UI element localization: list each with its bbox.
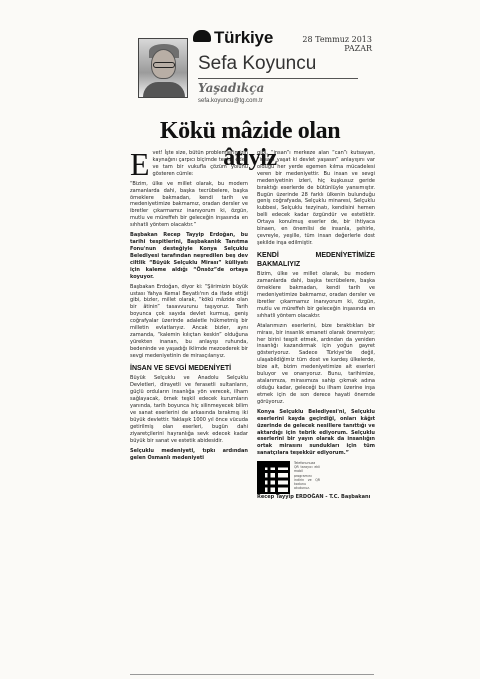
paragraph-4: Başbakan Erdoğan, diyor ki: “Şiirimizin büyük ustası Yahya Kemal Beyatlı'nın da ifade ettiği gibi, bizler, millet olarak, “kökü mâzide olan bir âtinin” tasavvurunu taşıyoruz. Tarih boyunca çok sayıda devlet kurmuş, geniş coğrafyalar üzerinde adaletle hükmetmiş bir milletin evlatlarıyız. Ancak bizler, aynı zamanda, “kalemin kılıçtan keskin” olduğuna yürekten inanan, bu anlayışı ruhunda, bedeninde ve yaşadığı iklimde mezcederek bir sevgi medeniyetinin de mirasçılarıyız. <box>130 283 248 359</box>
qr-code-icon <box>257 461 290 494</box>
logo-text: Türkiye <box>214 28 274 47</box>
shoulders-shape <box>143 82 185 98</box>
publication-date: 28 Temmuz 2013 PAZAR <box>302 35 372 53</box>
article-column-right <box>257 150 375 504</box>
glasses-shape <box>153 62 175 68</box>
qr-section <box>257 461 375 494</box>
paragraph-3: Başbakan Recep Tayyip Erdoğan, bu tarihi tespitlerini, Başbakanlık Tanıtma Fonu'nun desteğiyle Konya Selçuklu Belediyesi tarafından neşredilen beş dev ciltlik “Büyük Selçuklu Mirası” külliyatı için kaleme aldığı “Önsöz”de ortaya koyuyor. <box>130 232 248 280</box>
paragraph-8: Bizim, ülke ve millet olarak, bu modern zamanlarda dahi, başka tecrübelere, başka örneklere bakmadan, kendi tarih ve medeniyetimize bakmamız, oradan dersler ve ibretler çıkarmamız inanıyorum ki, özgün, mutlu ve müreffeh bir geleceğin inşasında en sıhhatli yöntem olacaktır. <box>257 271 375 319</box>
paragraph-1: Evet! İşte size, bütün problemlerimizin kaynağını çarpıcı biçimde teşhis eden ve tam bir vukufla çözüm yolunu gösteren cümle: <box>130 146 248 182</box>
author-name: Sefa Koyuncu <box>198 53 317 74</box>
paragraph-7: gibi, “insan”ı merkeze alan “can”ı kutsayan, “insanı yaşat ki devlet yaşasın” anlayışını var olduğu her yerde egemen kılma mücadelesi veren bir medeniyettir. Bu insan ve sevgi medeniyetinin izleri, hiç kuşkusuz geride bıraktığı eserlerde de bütünlüyle yansımıştır. Bugün üzerinde 28 farklı ülkenin bulunduğu geniş coğrafyada, Selçuklu minaresi, Selçuklu kubbesi, Selçuklu tezyinatı, kendisini hemen belli edecek kadar özgündür ve estetiktir. Ortaya konulmuş eserler de, bir ihtiyaca binaen, en önemlisi de insanla, şehirle, çevreyle, yeşille, tüm insan değerlerle dost şekilde inşa edilmiştir. <box>257 150 375 246</box>
drop-cap: E <box>130 146 150 182</box>
article-body <box>130 146 375 504</box>
author-photo <box>138 38 188 98</box>
newspaper-logo <box>193 28 273 48</box>
author-email: sefa.koyuncu@tg.com.tr <box>198 98 263 104</box>
section-heading-1: İNSAN VE SEVGİ MEDENİYETİ <box>130 364 232 372</box>
newspaper-logo-icon <box>193 30 211 42</box>
paragraph-10: Konya Selçuklu Belediyesi'ni, Selçuklu eserlerini kayda geçirdiği, onları kâğıt üzerinde de gelecek nesillere tanıttığı ve aktardığı için tebrik ediyorum. Selçuklu eserlerini bir yayın olarak da insanlığın ortak mirasını sundukları için tüm sanatçılara teşekkür ediyorum.” <box>257 408 375 457</box>
qr-note: Telefonunuza QR tarayıcı ekli mobil programını indirin ve QR kodunu okutunuz. <box>294 461 320 490</box>
section-heading-2: KENDİ MEDENİYETİMİZE BAKMALIYIZ <box>257 251 375 268</box>
bottom-rule <box>130 674 374 675</box>
paragraph-9: Atalarımızın eserlerini, bize bıraktıkları bir mirası, bir insanlık emaneti olarak önemsiyor; her birini tespit etmek, ardından da yeniden insanlığı kazandırmak için yoğun gayret gösteriyoruz. Sadece Türkiye'de değil, ulaşabildiğimiz tüm dost ve kardeş ülkelerde, bize ait, bizim medeniyetimize ait eserleri buluyor ve onarıyoruz. Bunu, tarihimize, atalarımıza, mirasımıza sahip çıkmak adına olduğu kadar, geleceği bu ilham üzerine inşa etmek için de son derece hayati önemde görüyoruz. <box>257 322 375 405</box>
paragraph-2: “Bizim, ülke ve millet olarak, bu modern zamanlarda dahi, başka tecrübelere, başka örneklere bakmadan, kendi tarih ve medeniyetimize bakmamız, oradan dersler ve ibretler çıkarmamız inanıyorum ki, özgün, mutlu ve müreffeh bir geleceğin inşasında en sıhhatli yöntem olacaktır.” <box>130 180 248 229</box>
article-headline: Kökü mâzide olan âtiyiz <box>159 118 341 171</box>
article-column-left <box>130 146 248 504</box>
paragraph-6: Selçuklu medeniyeti, tıpkı ardından gelen Osmanlı medeniyeti <box>130 447 248 461</box>
signature: Recep Tayyip ERDOĞAN - T.C. Başbakanı <box>257 494 371 501</box>
column-name: Yaşadıkça <box>198 78 358 95</box>
paragraph-5: Büyük Selçuklu ve Anadolu Selçuklu Devletleri, dirayetli ve ferasetli sultanların, güçlü orduların insanlığa yön verecek, ilham sağlayacak, örnek teşkil edecek kurumların yanında, tarih boyunca hiç silinmeyecek bilim ve sanat eserlerini de arkasında bırakmış iki büyük devlettir. Yaklaşık 1000 yıl önce vücuda getirilmiş olan eserleri, bugün dahi ziyaretçilerini hayranlığa sevk edecek kadar büyük bir sanat ve estetik abidesidir. <box>130 375 248 444</box>
